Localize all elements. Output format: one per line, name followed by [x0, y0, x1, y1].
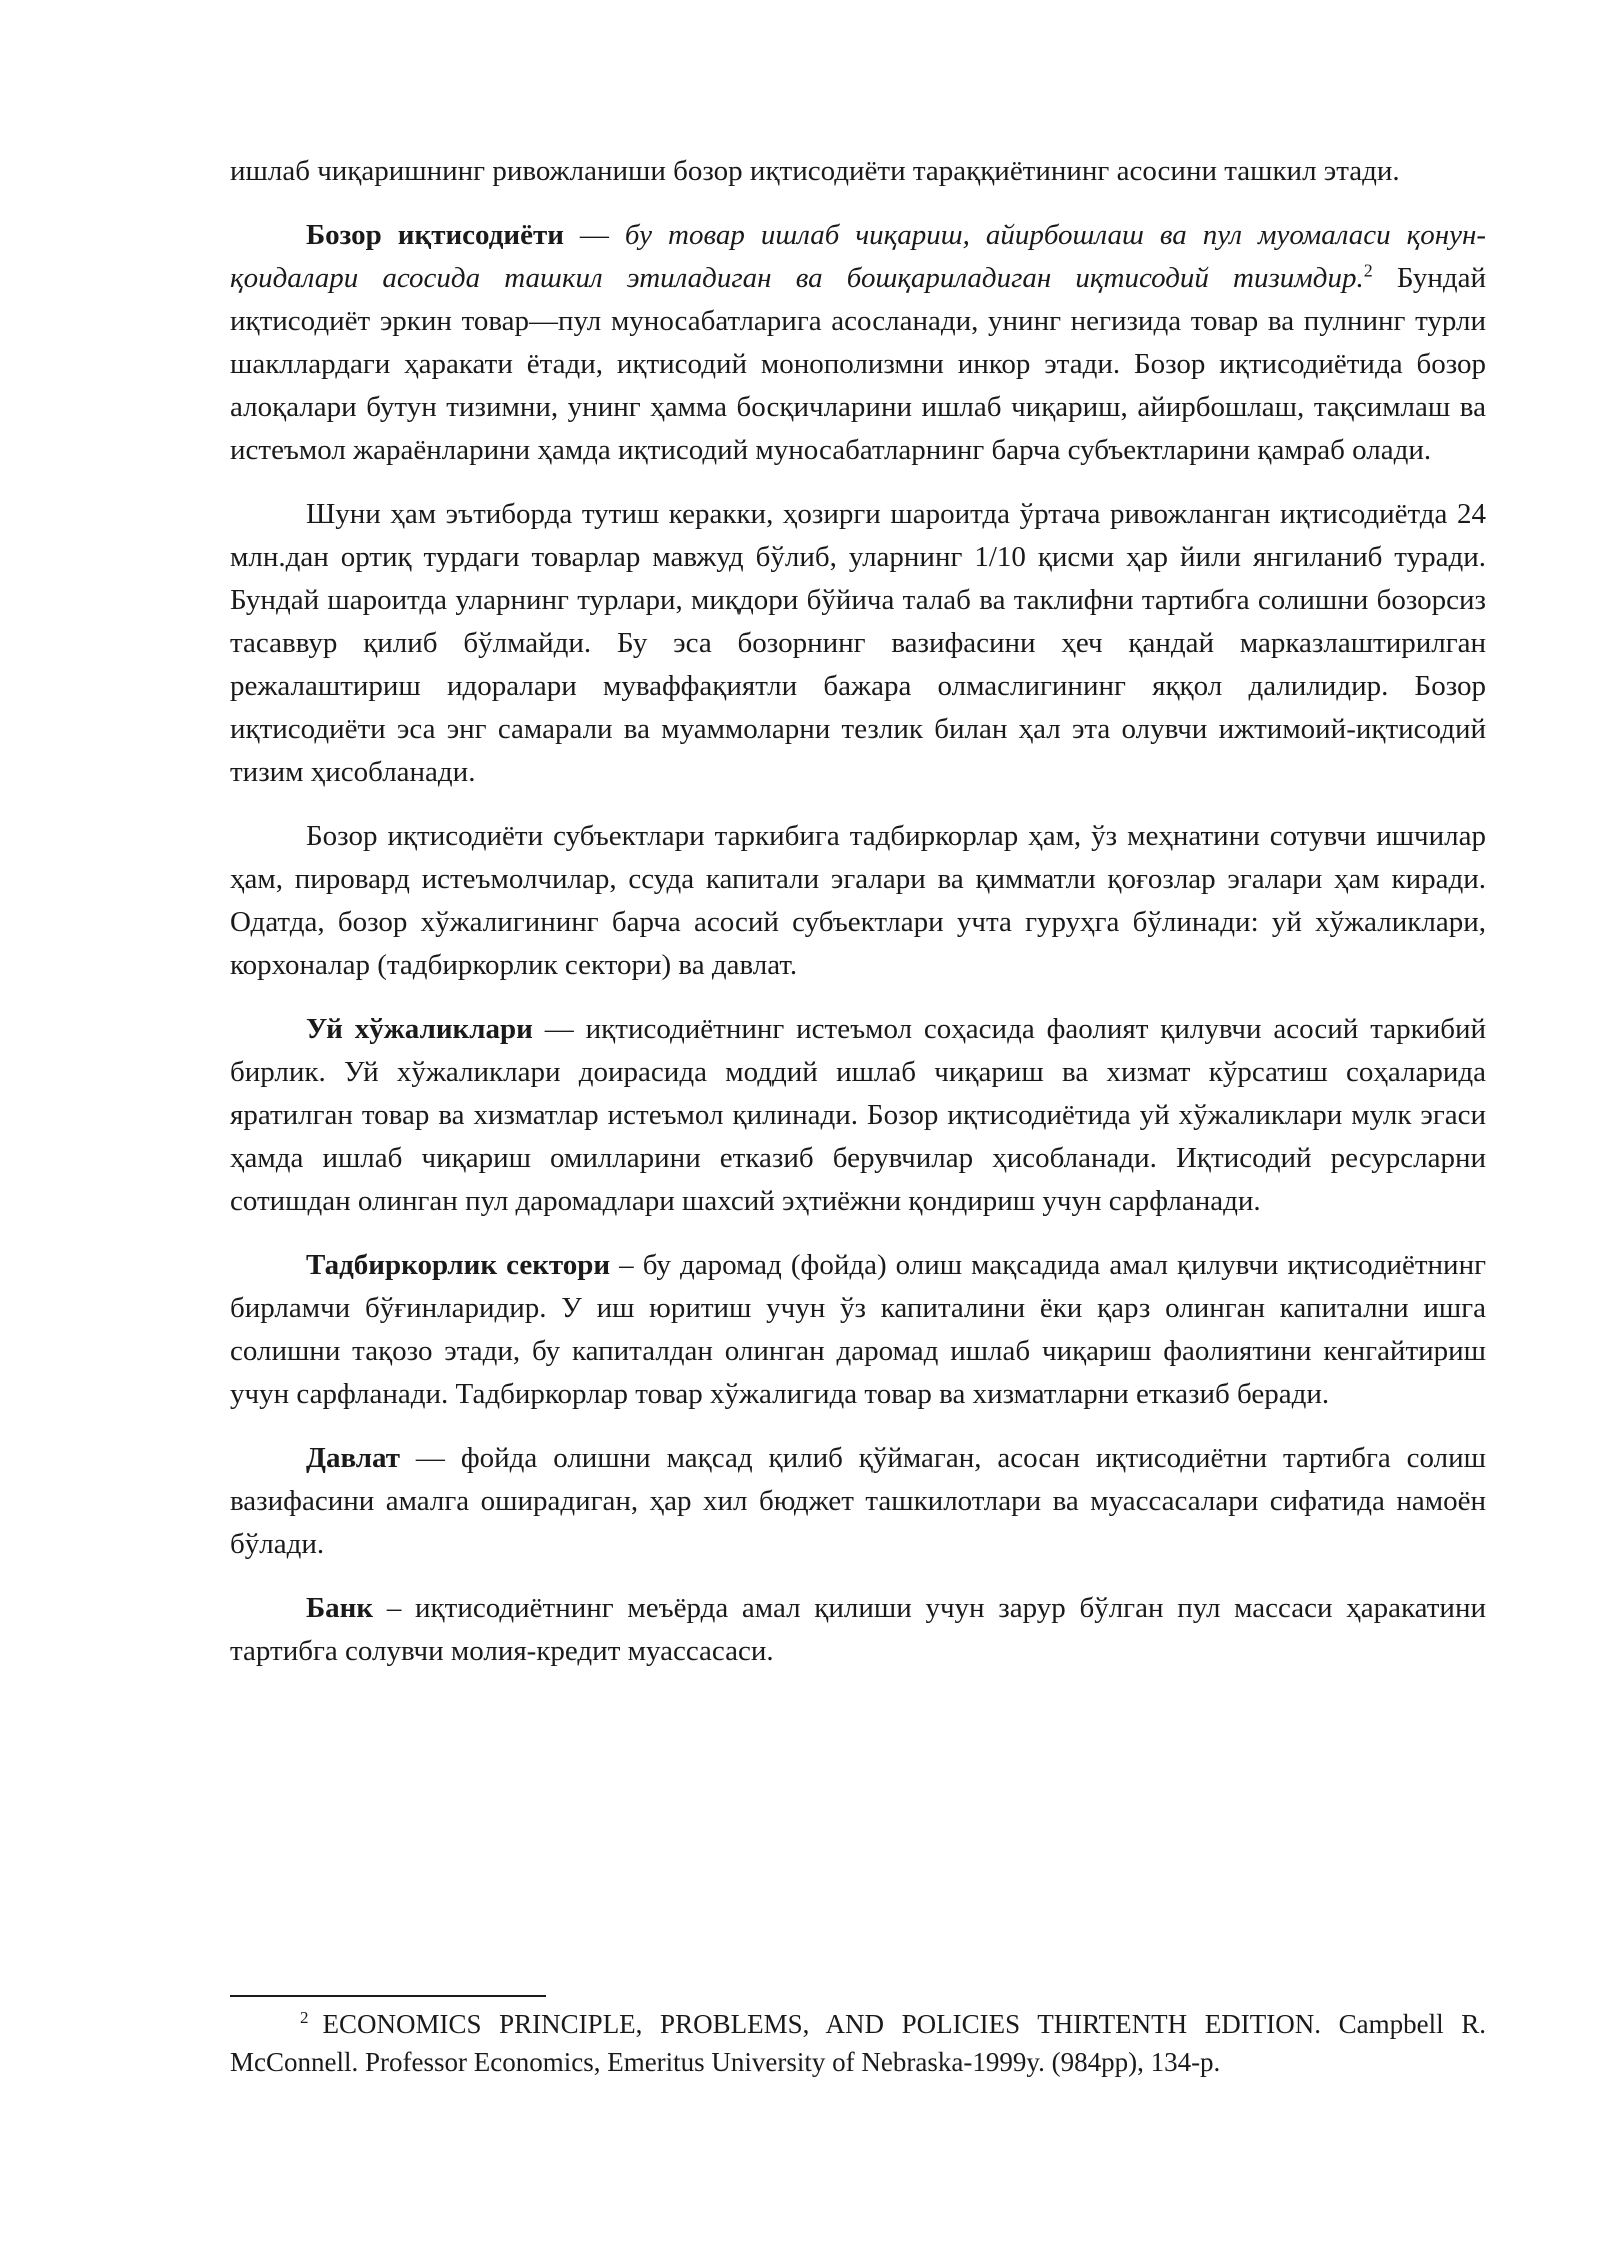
footnote-text: ECONOMICS PRINCIPLE, PROBLEMS, AND POLICIES THIRTENTH EDITION. Campbell R. McConnell. Professor Economics, Emeritus University of Nebraska-1999y. (984pp), 134-p.	[230, 2009, 1486, 2077]
term-state: Давлат	[306, 1442, 400, 1474]
paragraph-goods-variety: Шуни ҳам эътиборда тутиш керакки, ҳозирги шароитда ўртача ривожланган иқтисодиётда 24 млн.дан ортиқ турдаги товарлар мавжуд бўлиб, уларнинг 1/10 қисми ҳар йили янгиланиб туради. Бундай шароитда уларнинг турлари, миқдори бўйича талаб ва таклифни тартибга солишни бозорсиз тасаввур қилиб бўлмайди. Бу эса бозорнинг вазифасини ҳеч қандай марказлаштирилган режалаштириш идоралари муваффақиятли бажара олмаслигининг яққол далилидир. Бозор иқтисодиёти эса энг самарали ва муаммоларни тезлик билан ҳал эта олувчи ижтимоий-иқтисодий тизим ҳисобланади.	[230, 498, 1486, 788]
term-market-economy: Бозор иқтисодиёти	[306, 219, 564, 251]
definition-market-economy: бу товар ишлаб чиқариш, айирбошлаш ва пул муомаласи қонун-қоидалари асосида ташкил этиладиган ва бошқариладиган иқтисодий тизимдир.	[230, 219, 1487, 294]
paragraph-market-economy	[230, 214, 1486, 472]
footnote	[230, 2005, 1486, 2081]
paragraph-market-economy-rest: Бундай иқтисодиёт эркин товар—пул муносабатларига асосланади, унинг негизида товар ва пулнинг турли шакллардаги ҳаракати ётади, иқтисодий монополизмни инкор этади. Бозор иқтисодиётида бозор алоқалари бутун тизимни, унинг ҳамма босқичларини ишлаб чиқариш, айирбошлаш, тақсимлаш ва истеъмол жараёнларини ҳамда иқтисодий муносабатларнинг барча субъектларини қамраб олади.	[230, 262, 1486, 466]
paragraph-bank	[230, 1587, 1486, 1673]
paragraph-business-sector-rest: – бу даромад (фойда) олиш мақсадида амал қилувчи иқтисодиётнинг бирламчи бўғинларидир. У иш юритиш учун ўз капиталини ёки қарз олинган капитални ишга солишни тақозо этади, бу капиталдан олинган даромад ишлаб чиқариш фаолиятини кенгайтириш учун сарфланади. Тадбиркорлар товар хўжалигида товар ва хизматларни етказиб беради.	[230, 1249, 1486, 1410]
paragraph-households	[230, 1008, 1486, 1223]
paragraph-state-rest: — фойда олишни мақсад қилиб қўймаган, асосан иқтисодиётни тартибга солиш вазифасини амалга оширадиган, ҳар хил бюджет ташкилотлари ва муассасалари сифатида намоён бўлади.	[230, 1442, 1486, 1560]
term-separator: —	[563, 219, 625, 251]
footnote-reference[interactable]: 2	[1363, 260, 1373, 281]
footnote-separator	[230, 1995, 546, 1997]
term-households: Уй хўжаликлари	[306, 1013, 533, 1045]
footnote-number: 2	[300, 2008, 309, 2027]
term-bank: Банк	[306, 1592, 374, 1624]
paragraph-state	[230, 1437, 1486, 1566]
paragraph-market-subjects: Бозор иқтисодиёти субъектлари таркибига тадбиркорлар ҳам, ўз меҳнатини сотувчи ишчилар ҳам, пировард истеъмолчилар, ссуда капитали эгалари ва қимматли қоғозлар эгалари ҳам киради. Одатда, бозор хўжалигининг барча асосий субъектлари учта гуруҳга бўлинади: уй хўжаликлари, корхоналар (тадбиркорлик сектори) ва давлат.	[230, 820, 1486, 981]
document-body	[230, 150, 1486, 1694]
paragraph-households-rest: — иқтисодиётнинг истеъмол соҳасида фаолият қилувчи асосий таркибий бирлик. Уй хўжаликлари доирасида моддий ишлаб чиқариш ва хизмат кўрсатиш соҳаларида яратилган товар ва хизматлар истеъмол қилинади. Бозор иқтисодиётида уй хўжаликлари мулк эгаси ҳамда ишлаб чиқариш омилларини етказиб берувчилар ҳисобланади. Иқтисодий ресурсларни сотишдан олинган пул даромадлари шахсий эҳтиёжни қондириш учун сарфланади.	[230, 1013, 1487, 1217]
paragraph-bank-rest: – иқтисодиётнинг меъёрда амал қилиши учун зарур бўлган пул массаси ҳаракатини тартибга солувчи молия-кредит муассасаси.	[230, 1592, 1486, 1667]
paragraph-business-sector	[230, 1244, 1486, 1416]
term-business-sector: Тадбиркорлик сектори	[306, 1249, 611, 1281]
paragraph-continuation: ишлаб чиқаришнинг ривожланиши бозор иқтисодиёти тараққиётининг асосини ташкил этади.	[230, 155, 1400, 187]
